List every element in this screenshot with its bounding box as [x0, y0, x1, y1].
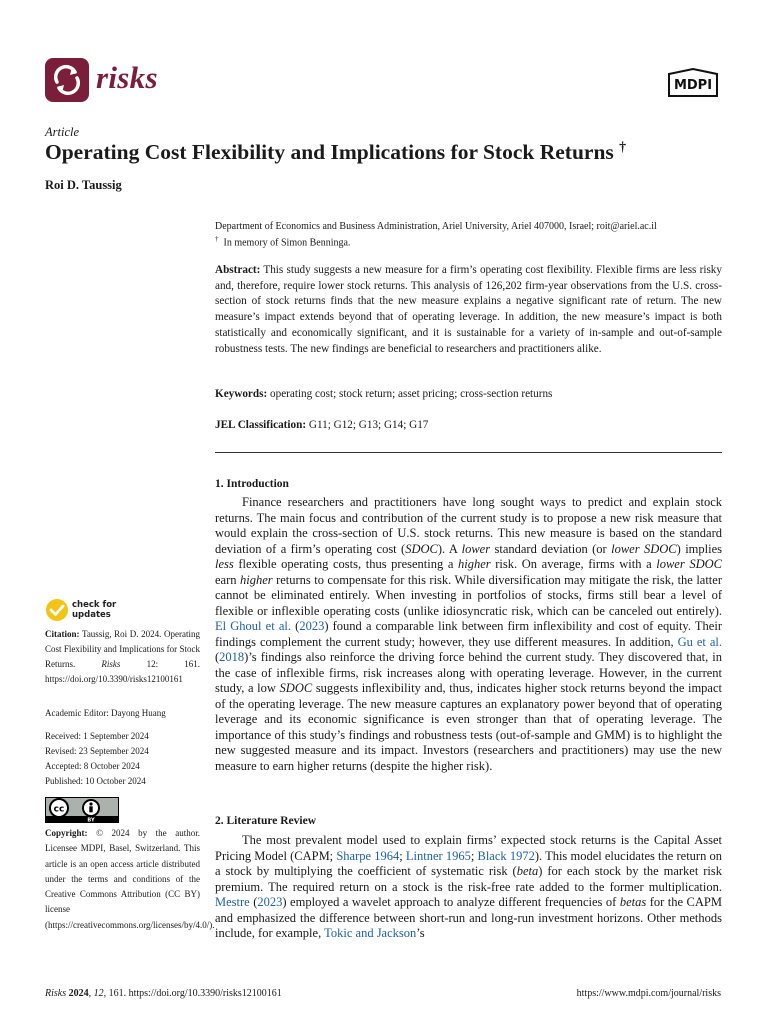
text-run: ). A	[437, 541, 462, 556]
citation-year-link-elghoul[interactable]: 2023	[299, 619, 325, 633]
citation-year-link-gu[interactable]: 2018	[219, 650, 245, 664]
text-run: ) for each stock by the market risk premium. The required return on a stock is the risk-free rate added to the former multiplication.	[215, 864, 723, 894]
copyright-text: © 2024 by the author. Licensee MDPI, Basel, Switzerland. This article is an open access article distributed under the terms and conditions of the Creative Commons Attribution (CC BY) license (https://creativecommons.org/licenses/by/4.0/).	[45, 828, 215, 930]
footer-doi: 161. https://doi.org/10.3390/risks12100161	[106, 988, 282, 999]
received-date: Received: 1 September 2024	[45, 731, 149, 741]
copyright-notice	[45, 826, 215, 933]
footer-journal: Risks	[45, 988, 67, 999]
introduction-heading: 1. Introduction	[215, 478, 289, 490]
citation-link-elghoul[interactable]: El Ghoul et al.	[215, 619, 291, 633]
journal-logo-icon	[45, 58, 89, 102]
check-updates-icon	[45, 598, 69, 622]
literature-heading: 2. Literature Review	[215, 815, 317, 827]
text-run: ;	[470, 848, 478, 863]
article-title	[45, 140, 626, 165]
text-run: Finance researchers and practitioners have long sought ways to predict and explain stock returns. The main focus and contribution of the current study is to propose a new risk measure that would explain the cross-section of U.S. stock returns. This new measure is based on the standard deviation of a firm’s operating cost (	[215, 495, 722, 556]
copyright-label: Copyright:	[45, 828, 88, 838]
section-divider	[215, 452, 722, 453]
footer-journal-url[interactable]: https://www.mdpi.com/journal/risks	[576, 988, 721, 999]
abstract-label: Abstract:	[215, 264, 261, 276]
check-line-1: check for	[72, 600, 117, 610]
by-badge-text: BY	[87, 817, 95, 823]
literature-paragraph	[215, 833, 722, 942]
italic-term: SDOC	[405, 541, 438, 556]
text-run: returns to compensate for this risk. While diversification may mitigate the risk, the latter cannot be eliminated entirely. When investing in portfolios of stocks, firms still bear a level of flexible or inflexible operating costs (unlike idiosyncratic risk, which can be canceled out entirely).	[215, 572, 722, 618]
journal-name: risks	[96, 60, 158, 95]
italic-term: higher	[239, 572, 273, 587]
author-name: Roi D. Taussig	[45, 178, 122, 192]
revised-date: Revised: 23 September 2024	[45, 746, 149, 756]
article-type: Article	[45, 125, 80, 139]
publisher-name: MDPI	[673, 78, 713, 93]
citation-link-lintner[interactable]: Lintner 1965	[405, 848, 471, 863]
footer-year: 2024	[66, 988, 89, 999]
text-run: suggests inflexibility and, thus, indicates higher stock returns beyond the impact of the operating leverage. The new measure captures an explanatory power beyond that of operating leverage and its economic significance is even stronger than that of operating leverage. The importance of this study’s findings and robustness tests (out-of-sample and GMM) is to highlight the new suggested measure and its impact. Investors (researchers and practitioners) may use the new measure to earn higher returns (despite the higher risk).	[215, 681, 723, 773]
academic-editor: Academic Editor: Dayong Huang	[45, 708, 166, 718]
text-run: risk. On average, firms with a	[490, 557, 657, 571]
keywords	[215, 387, 722, 403]
italic-term: higher	[458, 557, 491, 571]
text-run: ) found a comparable link between firm inflexibility and cost of equity. Their findings complement the current study; however, they use different measures. In addition,	[215, 619, 722, 649]
text-run: ). This model elucidates the return on a stock by multiplying the coefficient of systematic risk (	[215, 848, 722, 878]
citation-link-black[interactable]: Black 1972	[477, 848, 535, 863]
citation-journal: Risks	[101, 659, 121, 669]
abstract	[215, 263, 722, 357]
title-text: Operating Cost Flexibility and Implications for Stock Returns	[45, 140, 614, 165]
italic-term: SDOC	[279, 681, 313, 695]
accepted-date: Accepted: 8 October 2024	[45, 761, 140, 771]
text-run: (	[291, 619, 300, 633]
text-run: flexible operating costs, thus presenting a	[233, 557, 459, 571]
cc-badge-text: cc	[53, 804, 65, 815]
citation-link-mestre[interactable]: Mestre	[215, 895, 250, 909]
check-updates-label	[72, 600, 116, 620]
text-run: earn	[215, 572, 240, 587]
keywords-label: Keywords:	[215, 388, 268, 400]
introduction-paragraph	[215, 495, 722, 774]
jel-text: G11; G12; G13; G14; G17	[308, 419, 429, 431]
citation-link-tokic[interactable]: Tokic and Jackson	[324, 926, 417, 940]
text-run: ) employed a wavelet approach to analyze different frequencies of	[282, 895, 620, 909]
cc-by-license-badge[interactable]	[45, 797, 119, 823]
text-run: )’s findings also reinforce the driving force behind the current study. They discovered that, in the case of inflexible firms, risk increases along with operating leverage. However, in the current study, a low	[215, 650, 722, 695]
citation-label: Citation:	[45, 629, 80, 639]
text-run: ;	[399, 848, 406, 863]
memoriam-note	[215, 233, 350, 249]
text-run: The most prevalent model used to explain firms’ expected stock returns is the Capital Asset Pricing Model (CAPM;	[215, 833, 722, 863]
affiliation: Department of Economics and Business Administration, Ariel University, Ariel 407000, Israel; roit@ariel.ac.il	[215, 221, 657, 232]
abstract-text: This study suggests a new measure for a firm’s operating cost flexibility. Flexible firms are less risky and, therefore, require lower stock returns. This analysis of 126,202 firm-year observations from the U.S. cross-section of stock returns finds that the new measure explains a negative significant rate of return. The new measure’s impact extends beyond that of operating leverage. In addition, the new measure’s impact is both statistically and economically significant, and it is sustainable for a variety of in-sample and out-of-sample robustness tests. The new findings are beneficial to researchers and practitioners alike.	[215, 264, 722, 355]
footer-citation	[45, 988, 282, 999]
text-run: (	[215, 650, 220, 664]
keywords-text: operating cost; stock return; asset pricing; cross-section returns	[270, 388, 553, 400]
published-date: Published: 10 October 2024	[45, 776, 146, 786]
footer-volume: , 12,	[88, 988, 107, 999]
citation-link-gu[interactable]: Gu et al.	[677, 634, 722, 649]
italic-term: less	[215, 557, 234, 571]
citation-doi: 12: 161. https://doi.org/10.3390/risks12100161	[45, 659, 200, 684]
jel-classification	[215, 418, 722, 434]
citation-block	[45, 627, 200, 687]
citation-link-sharpe[interactable]: Sharpe 1964	[336, 848, 400, 863]
text-run: standard deviation (or	[490, 541, 612, 556]
citation-year-link-mestre[interactable]: 2023	[257, 895, 283, 909]
memoriam-text: In memory of Simon Benninga.	[223, 237, 351, 249]
text-run: ) implies	[676, 541, 723, 556]
italic-term: lower	[461, 541, 491, 556]
citation-text: Taussig, Roi D. 2024. Operating Cost Flexibility and Implications for Stock Returns.	[45, 629, 200, 669]
text-run: for the CAPM and emphasized the difference between short-run and long-run investment horizons. Other methods include, for example,	[215, 895, 722, 940]
text-run: (	[249, 895, 258, 909]
italic-term: betas	[619, 895, 647, 909]
publication-dates	[45, 729, 200, 789]
jel-label: JEL Classification:	[215, 419, 307, 431]
italic-term: beta	[516, 864, 539, 878]
title-dagger: †	[619, 140, 627, 155]
text-run: ’s	[416, 926, 425, 940]
memoriam-dagger: †	[215, 235, 219, 243]
italic-term: lower SDOC	[656, 557, 722, 571]
italic-term: lower SDOC	[611, 541, 677, 556]
check-line-2: updates	[72, 610, 111, 620]
check-for-updates-button[interactable]	[45, 598, 125, 624]
